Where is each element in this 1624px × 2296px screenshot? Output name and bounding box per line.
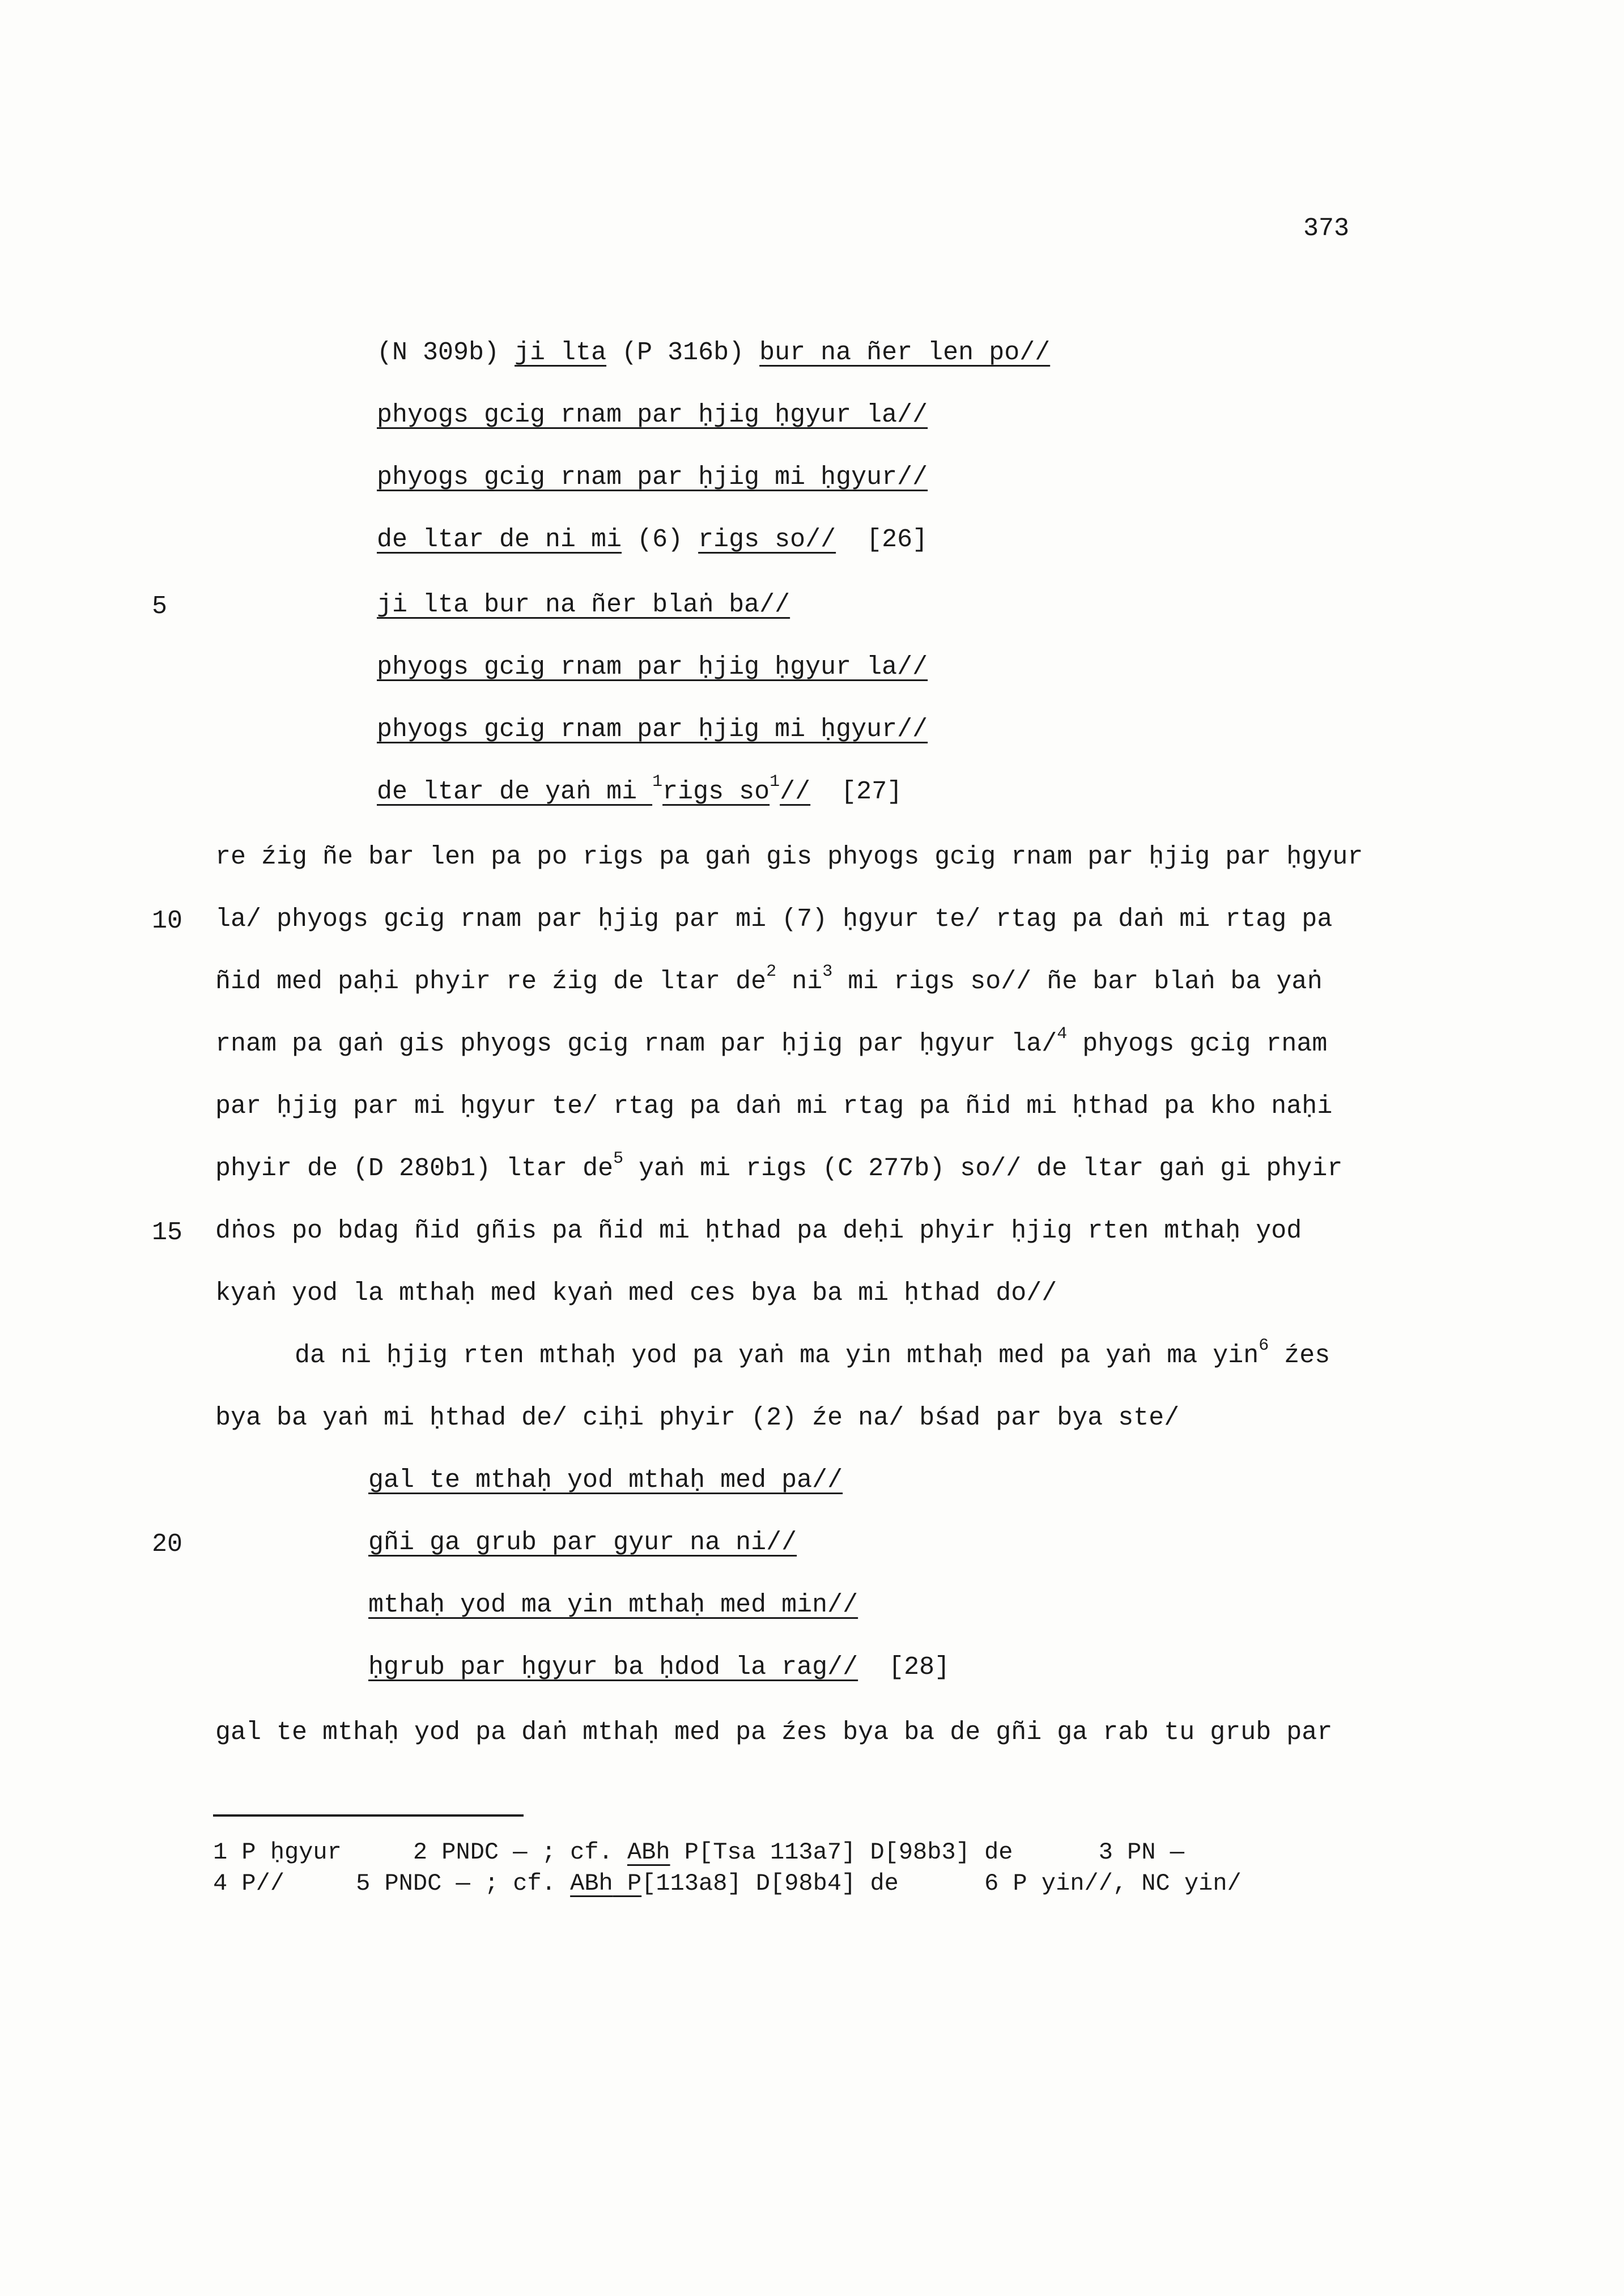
footnote-2 [413,1839,1013,1866]
prose-line: par ḥjig par mi ḥgyur te/ rtag pa daṅ mi rtag pa ñid mi ḥthad pa kho naḥi [215,1092,1333,1121]
line-number: 20 [152,1530,183,1559]
text-span: (P 316b) [606,338,760,367]
footnote-4: 4 P// [213,1870,285,1897]
verse-line: phyogs gcig rnam par ḥjig ḥgyur la// [377,401,928,430]
verse-line [377,772,903,806]
text-span: phyogs gcig rnam [1067,1030,1328,1058]
verse-line: phyogs gcig rnam par ḥjig ḥgyur la// [377,653,928,682]
prose-line [215,962,1323,996]
verse-number: [27] [810,777,903,806]
verse-line: phyogs gcig rnam par ḥjig mi ḥgyur// [377,715,928,744]
text-span: (6) [622,525,699,554]
text-span: rigs so// [698,525,836,554]
verse-number: [28] [858,1653,950,1682]
verse-line [377,340,1050,365]
text-span: // [780,777,811,806]
text-span: D[98b4] de [741,1870,899,1897]
footnote-marker: 1 [770,772,780,792]
text-span: źes [1269,1341,1330,1370]
text-span: 2 PNDC — ; cf. [413,1839,627,1866]
footnote-rule [213,1814,524,1817]
text-span: ñid med paḥi phyir re źig de ltar de [215,967,767,996]
text-span: rnam pa gaṅ gis phyogs gcig rnam par ḥjig par ḥgyur la/ [215,1030,1057,1058]
text-span: P [613,1870,642,1897]
line-number: 15 [152,1218,183,1247]
footnote-3: 3 PN — [1098,1839,1184,1866]
footnote-marker: 6 [1259,1336,1269,1355]
text-span: de ltar de ni mi [377,525,622,554]
prose-line: re źig ñe bar len pa po rigs pa gaṅ gis phyogs gcig rnam par ḥjig par ḥgyur [215,843,1363,871]
text-span: 5 PNDC — ; cf. [356,1870,571,1897]
text-span: D[98b3] de [856,1839,1013,1866]
verse-line: gal te mthaḥ yod mthaḥ med pa// [368,1466,843,1495]
text-span: (N 309b) [377,338,515,367]
text-span: de ltar de yaṅ mi [377,777,653,806]
text-span: ni [776,967,823,996]
text-span: yaṅ mi rigs (C 277b) so// de ltar gaṅ gi phyir [623,1154,1343,1183]
footnote-1: 1 P ḥgyur [213,1839,342,1866]
prose-line [295,1336,1330,1370]
prose-line: dṅos po bdag ñid gñis pa ñid mi ḥthad pa deḥi phyir ḥjig rten mthaḥ yod [215,1217,1302,1245]
verse-line: mthaḥ yod ma yin mthaḥ med min// [368,1591,858,1619]
text-span: bur na ñer len po// [759,338,1051,367]
text-span: da ni ḥjig rten mthaḥ yod pa yaṅ ma yin mthaḥ med pa yaṅ ma yin [295,1341,1259,1370]
text-span: ji lta [515,338,607,367]
text-span: ABh [627,1839,670,1866]
line-number: 5 [152,592,168,621]
text-span: ABh [570,1870,613,1897]
line-number: 10 [152,907,183,936]
text-span: ḥgrub par ḥgyur ba ḥdod la rag// [368,1653,858,1682]
footnote-line [213,1839,1184,1866]
prose-line [215,1024,1328,1058]
footnote-6: 6 P yin//, NC yin/ [984,1870,1242,1897]
prose-line: la/ phyogs gcig rnam par ḥjig par mi (7) ḥgyur te/ rtag pa daṅ mi rtag pa [215,905,1333,934]
footnote-marker: 1 [652,772,663,792]
prose-line: kyaṅ yod la mthaḥ med kyaṅ med ces bya ba mi ḥthad do// [215,1279,1057,1308]
footnote-marker: 3 [822,962,833,981]
prose-line [215,1149,1343,1183]
text-span: phyir de (D 280b1) ltar de [215,1154,614,1183]
text-span: rigs so [662,777,770,806]
text-span: [Tsa 113a7] [698,1839,856,1866]
prose-line: gal te mthaḥ yod pa daṅ mthaḥ med pa źes bya ba de gñi ga rab tu grub par [215,1718,1333,1747]
page-number: 373 [1303,214,1350,243]
footnote-marker: 5 [613,1149,624,1168]
text-span: mi rigs so// ñe bar blaṅ ba yaṅ [832,967,1323,996]
text-span: P [670,1839,699,1866]
footnote-marker: 4 [1057,1024,1068,1044]
verse-line: ji lta bur na ñer blaṅ ba// [377,590,790,619]
verse-line: gñi ga grub par gyur na ni// [368,1528,797,1557]
verse-line [377,527,928,552]
footnote-marker: 2 [766,962,777,981]
verse-number: [26] [836,525,928,554]
text-span: [113a8] [641,1870,742,1897]
prose-line: bya ba yaṅ mi ḥthad de/ ciḥi phyir (2) źe na/ bśad par bya ste/ [215,1404,1180,1432]
footnote-5 [356,1870,899,1897]
verse-line: phyogs gcig rnam par ḥjig mi ḥgyur// [377,463,928,492]
verse-line [368,1655,950,1680]
footnote-line [213,1870,1242,1897]
